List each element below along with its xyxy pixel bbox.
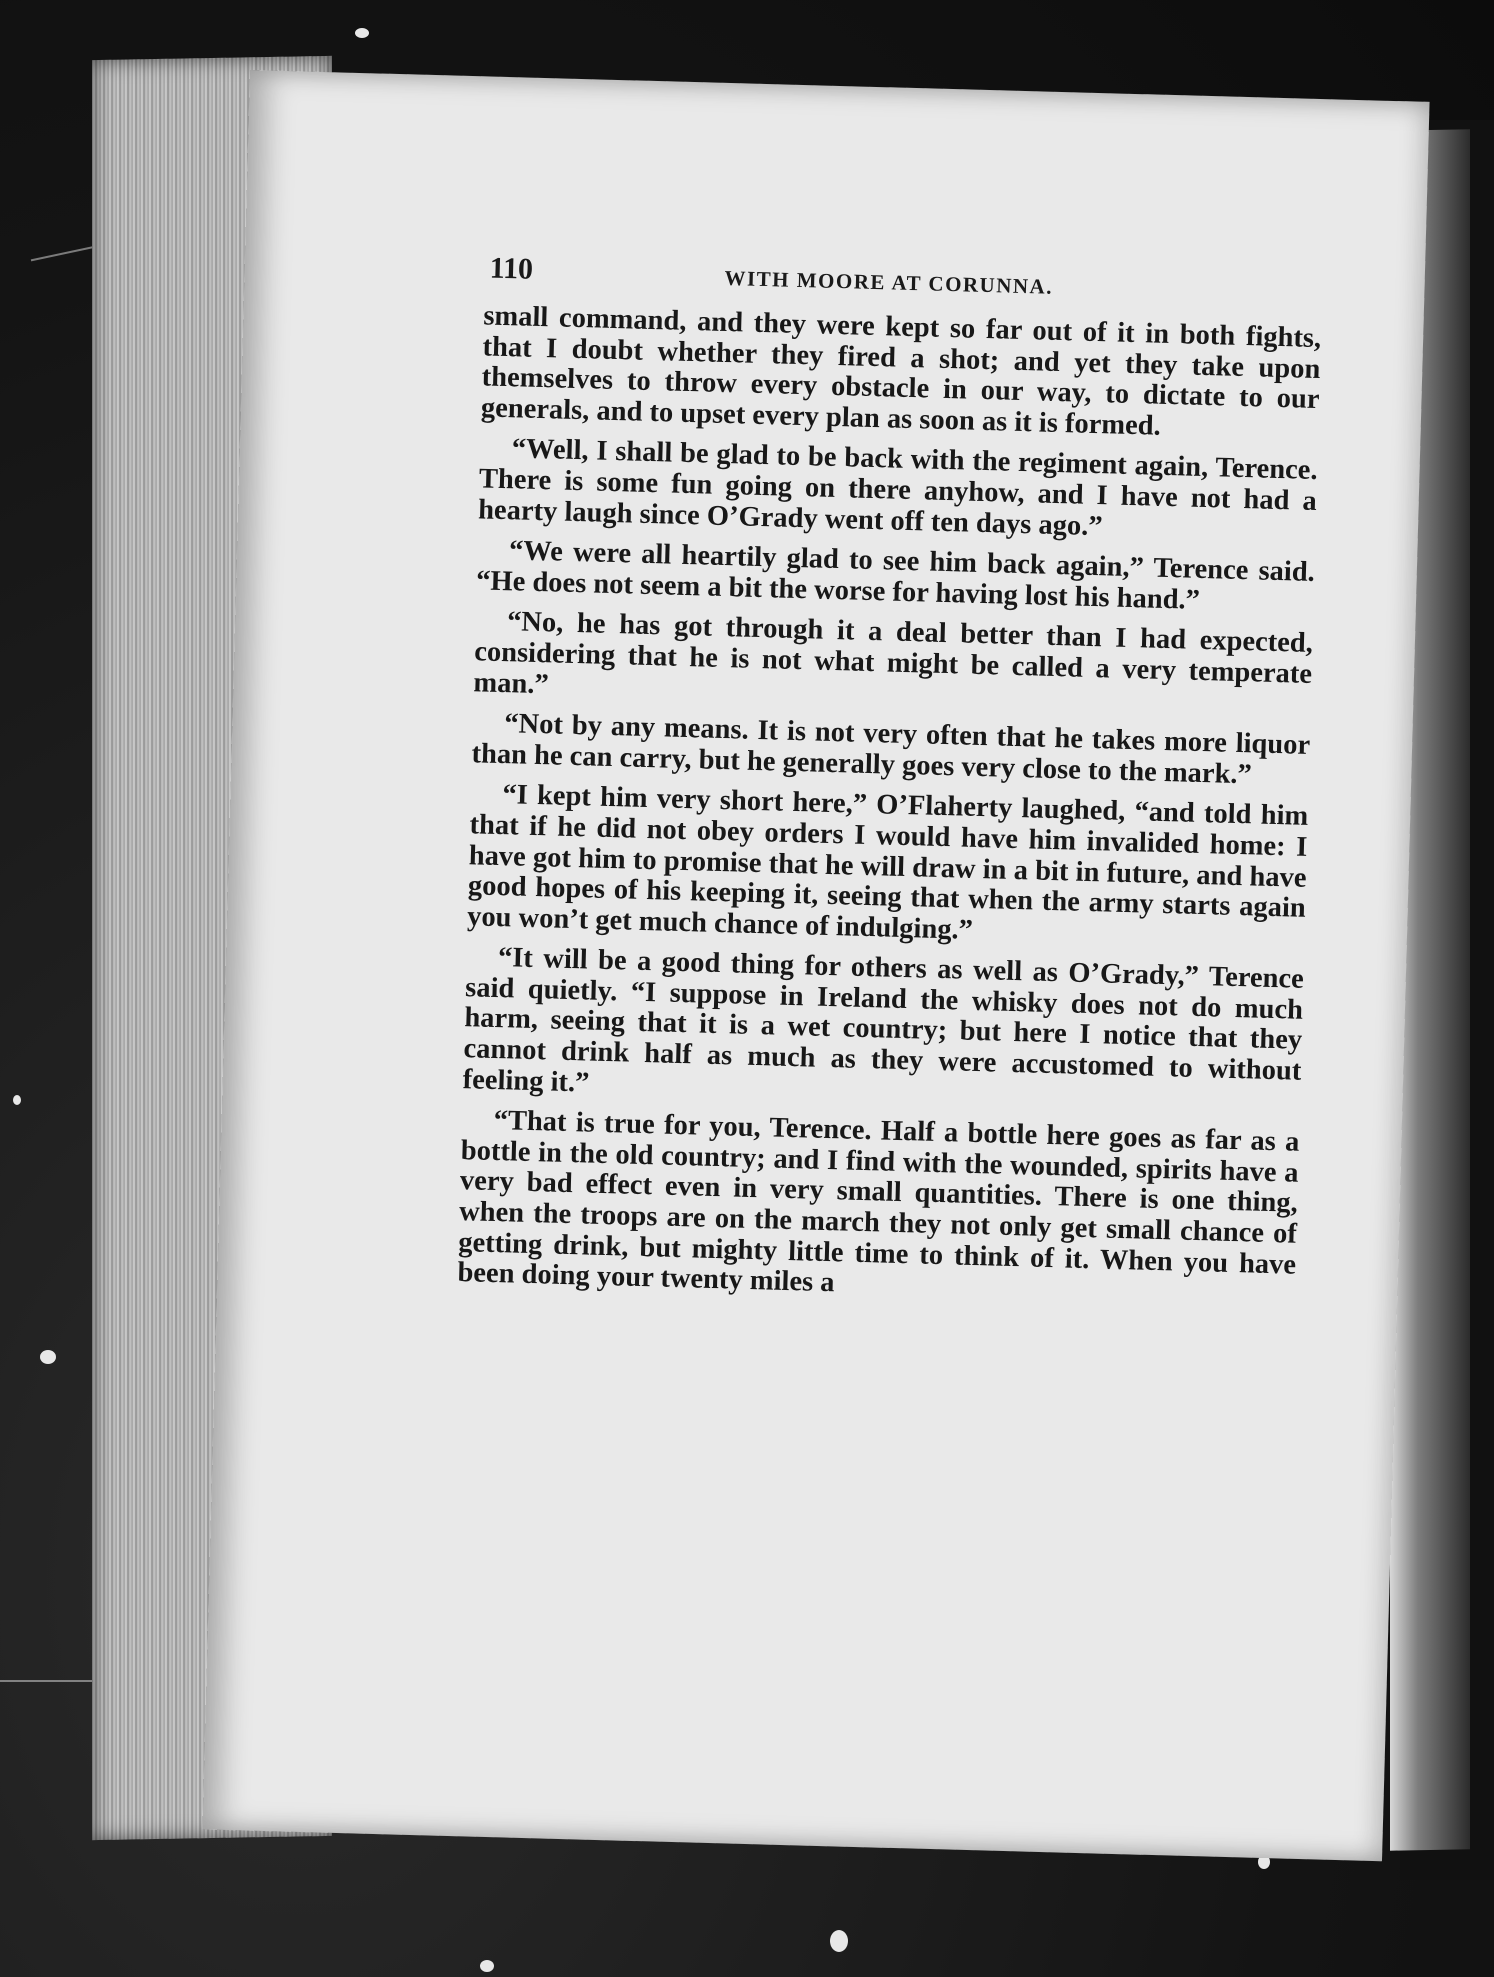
paragraph: “It will be a good thing for others as well as O’Grady,” Terence said quietly. “I suppose in Ireland the whisky does not do much harm, seeing that it is a wet country; but here I notice that they cannot drink half as much as they were accustomed to without feeling it.”: [462, 942, 1305, 1099]
dust-speck: [40, 1350, 56, 1364]
paragraph: “That is true for you, Terence. Half a bottle here goes as far as a bottle in the old country; and I find with the wounded, spirits have a very bad effect even in very small quantities. There is one thing, when the troops are on the march they not only get small chance of getting drink, but mighty little time to think of it. When you have been doing your twenty miles a: [457, 1105, 1300, 1299]
paragraph: “I kept him very short here,” O’Flaherty laughed, “and told him that if he did not obey orders I would have him invalided home: I have got him to promise that he will draw in a bit in future, and have good hopes of his keeping it, seeing that when the army starts again you won’t get much chance of indulging.”: [466, 779, 1309, 946]
dust-speck: [13, 1095, 21, 1105]
dust-speck: [355, 28, 369, 38]
paragraph: “Not by any means. It is not very often that he takes more liquor than he can carry, but he generally goes very close to the mark.”: [471, 708, 1311, 791]
paragraph: “We were all heartily glad to see him back again,” Terence said. “He does not seem a bit the worse for having lost his hand.”: [475, 535, 1316, 616]
paragraph: small command, and they were kept so far out of it in both fights, that I doubt whether they fired a shot; and yet they take upon themselves to throw every obstacle in our way, to dictate to our generals, and to upset every plan as soon as it is formed.: [480, 300, 1322, 442]
dust-speck: [480, 1960, 494, 1972]
paragraph: “No, he has got through it a deal better than I had expected, considering that he is not what might be called a very temperate man.”: [473, 606, 1314, 700]
body-text: [457, 301, 1322, 1321]
book-page: [202, 70, 1429, 1861]
paragraph: “Well, I shall be glad to be back with the regiment again, Terence. There is some fun going on there anyhow, and I have not had a hearty laugh since O’Grady went off ten days ago.”: [477, 433, 1318, 542]
page-number: 110: [489, 251, 534, 286]
dust-speck: [830, 1930, 848, 1952]
running-head: WITH MOORE AT CORUNNA.: [724, 265, 1054, 299]
